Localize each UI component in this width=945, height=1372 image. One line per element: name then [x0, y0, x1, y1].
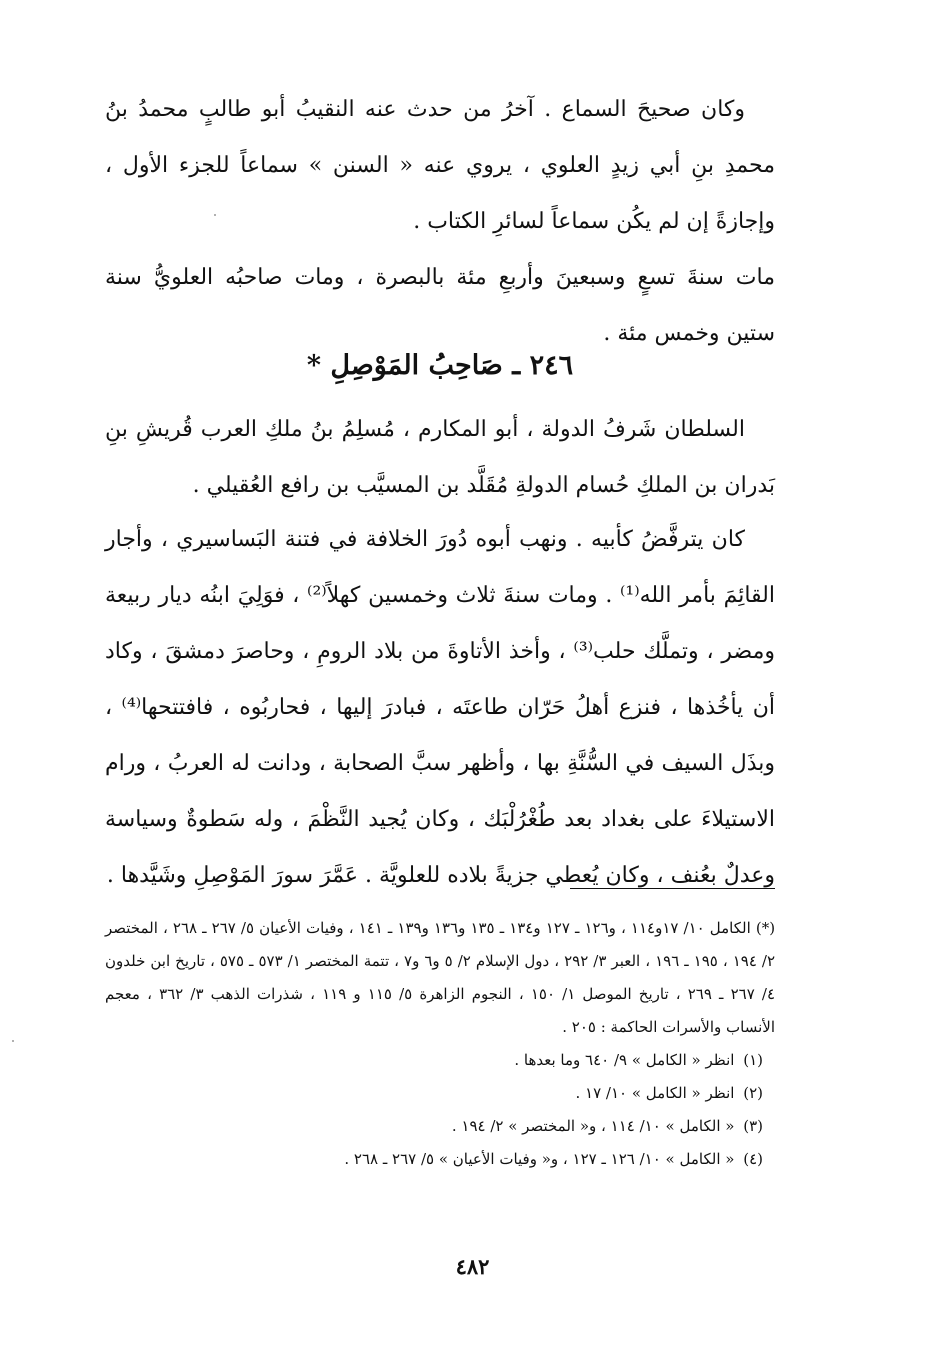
footnote-text: « الكامل » ١٠/ ١٢٦ ـ ١٢٧ ، و« وفيات الأعيان » ٥/ ٢٦٧ ـ ٢٦٨ . — [344, 1150, 735, 1168]
footnote-2 — [105, 1077, 775, 1110]
footnote-1 — [105, 1044, 775, 1077]
footnote-number: (٣) — [743, 1117, 763, 1135]
footnote-number: (٤) — [743, 1150, 763, 1168]
opening-section — [105, 82, 775, 362]
footnote-text: انظر « الكامل » ٩/ ٦٤٠ وما بعدها . — [514, 1051, 735, 1069]
footnote-text: انظر « الكامل » ١٠/ ١٧ . — [575, 1084, 735, 1102]
footnote-separator — [570, 888, 775, 889]
scan-speck — [214, 214, 216, 216]
entry-heading: ٢٤٦ ـ صَاحِبُ المَوْصِلِ * — [306, 350, 574, 381]
scan-speck — [12, 1040, 14, 1042]
page-number: ٤٨٢ — [455, 1254, 490, 1279]
paragraph-3: السلطان شَرفُ الدولة ، أبو المكارم ، مُسلِمُ بنُ ملكِ العرب قُريشِ بنِ بَدران بن الملكِ حُسام الدولةِ مُقَلَّد بن المسيَّب بن رافع العُقيلي . — [105, 417, 775, 498]
footnote-number: (١) — [743, 1051, 763, 1069]
paragraph-4: كان يترفَّضُ كأبيه . ونهب أبوه دُورَ الخلافة في فتنة البَساسيري ، وأجار القائِمَ بأمر الله⁽¹⁾ . ومات سنةَ ثلاث وخمسين كهلاً⁽²⁾ ، فوَلِيَ ابنُه ديار ربيعة ومضر ، وتملَّك حلب⁽³⁾ ، وأخذ الأتاوةَ من بلاد الرومِ ، وحاصرَ دمشقَ ، وكاد أن يأخُذها ، فنزع أهلُ حَرّان طاعتَه ، فبادرَ إليها ، فحاربُوه ، فافتتحها⁽⁴⁾ ، وبذَل السيف في السُّنَّةِ بها ، وأظهر سبَّ الصحابة ، ودانت له العربُ ، ورام الاستيلاءَ على بغداد بعد طُغْرُلْبَك ، وكان يُجيد النَّظْمَ ، وله سَطوةٌ وسياسة وعدلٌ بعُنف ، وكان يُعطي جزيةً بلاده للعلويَّة . عَمَّرَ سورَ المَوْصِلِ وشَيَّدها . — [105, 527, 775, 888]
footnotes — [105, 912, 775, 1176]
paragraph-1: وكان صحيحَ السماع . آخرُ من حدث عنه النقيبُ أبو طالبٍ محمدُ بنُ محمدِ بنِ أبي زيدٍ العلوي ، يروي عنه « السنن » سماعاً للجزء الأول ، وإجازةً إن لم يكُن سماعاً لسائرِ الكتاب . — [105, 97, 775, 234]
footnote-4 — [105, 1143, 775, 1176]
footnote-number: (٢) — [743, 1084, 763, 1102]
footnote-sources: (*) الكامل ١٠/ ١٧و١١٤ ، و١٢٦ ـ ١٢٧ و١٣٤ ـ ١٣٥ و١٣٦ و١٣٩ ـ ١٤١ ، وفيات الأعيان ٥/ ٢٦٧ ـ ٢٦٨ ، المختصر ٢/ ١٩٤ ، ١٩٥ ـ ١٩٦ ، العبر ٣/ ٢٩٢ ، دول الإسلام ٢/ ٥ و٦ و٧ ، تتمة المختصر ١/ ٥٧٣ ـ ٥٧٥ ، تاريخ ابن خلدون ٤/ ٢٦٧ ـ ٢٦٩ ، تاريخ الموصل ١/ ١٥٠ ، النجوم الزاهرة ٥/ ١١٥ و ١١٩ ، شذرات الذهب ٣/ ٣٦٢ ، معجم الأنساب والأسرات الحاكمة : ٢٠٥ . — [105, 919, 776, 1036]
paragraph-2: مات سنةَ تسعٍ وسبعينَ وأربعِ مئة بالبصرة ، ومات صاحبُه العلويُّ سنة ستين وخمس مئة . — [105, 265, 775, 346]
entry-name-section — [105, 402, 775, 514]
footnote-text: « الكامل » ١٠/ ١١٤ ، و« المختصر » ٢/ ١٩٤ . — [451, 1117, 735, 1135]
entry-biography-section — [105, 512, 775, 904]
footnote-3 — [105, 1110, 775, 1143]
